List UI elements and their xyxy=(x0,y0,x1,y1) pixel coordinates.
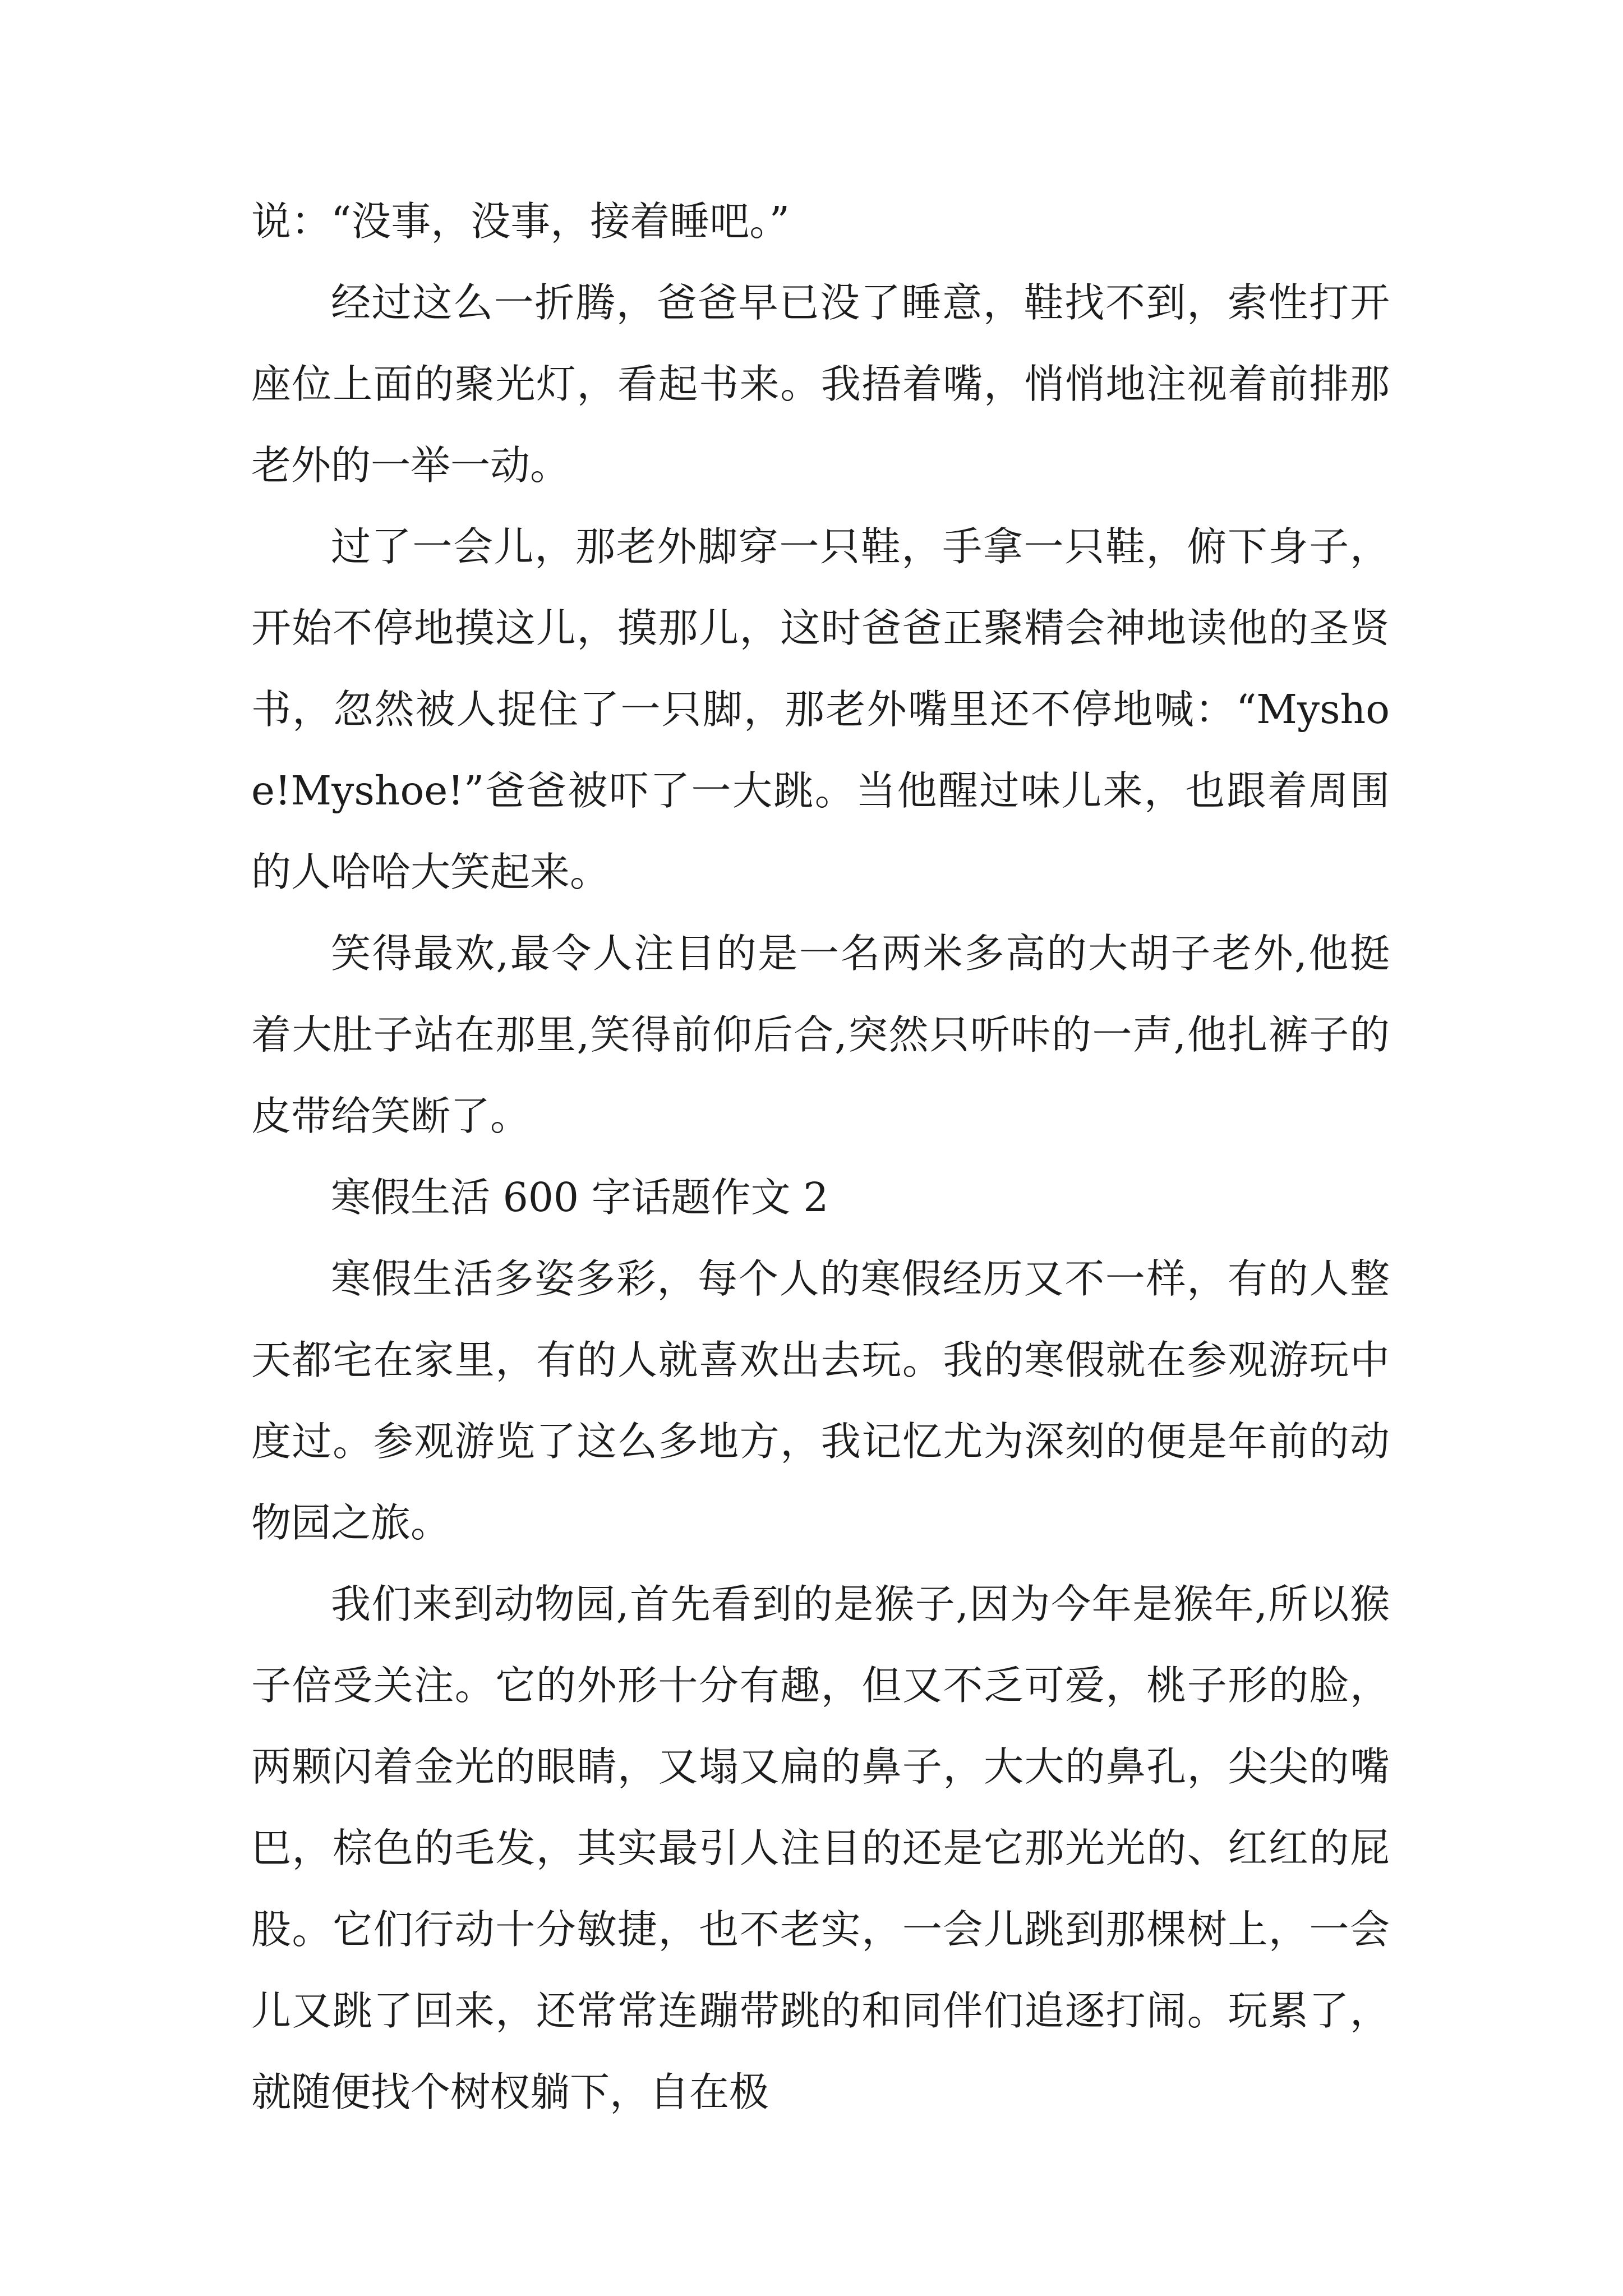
paragraph-6: 我们来到动物园,首先看到的是猴子,因为今年是猴年,所以猴子倍受关注。它的外形十分有趣，但又不乏可爱，桃子形的脸，两颗闪着金光的眼睛，又塌又扁的鼻子，大大的鼻孔，尖尖的嘴巴，棕色的毛发，其实最引人注目的还是它那光光的、红红的屁股。它们行动十分敏捷，也不老实，一会儿跳到那棵树上，一会儿又跳了回来，还常常连蹦带跳的和同伴们追逐打闹。玩累了，就随便找个树杈躺下，自在极 xyxy=(251,1581,1390,2115)
paragraph-5: 寒假生活多姿多彩，每个人的寒假经历又不一样，有的人整天都宅在家里，有的人就喜欢出去玩。我的寒假就在参观游玩中度过。参观游览了这么多地方，我记忆尤为深刻的便是年前的动物园之旅。 xyxy=(251,1255,1390,1546)
section-heading: 寒假生活 600 字话题作文 2 xyxy=(331,1174,829,1221)
paragraph-1: 说：“没事，没事，接着睡吧。” xyxy=(251,198,790,245)
paragraph-3: 过了一会儿，那老外脚穿一只鞋，手拿一只鞋，俯下身子，开始不停地摸这儿，摸那儿，这时爸爸正聚精会神地读他的圣贤书，忽然被人捉住了一只脚，那老外嘴里还不停地喊：“Myshoe!Myshoe!”爸爸被吓了一大跳。当他醒过味儿来，也跟着周围的人哈哈大笑起来。 xyxy=(251,523,1390,895)
document-body xyxy=(251,181,1390,2133)
paragraph-4: 笑得最欢,最令人注目的是一名两米多高的大胡子老外,他挺着大肚子站在那里,笑得前仰后合,突然只听咔的一声,他扎裤子的皮带给笑断了。 xyxy=(251,930,1390,1139)
paragraph-2: 经过这么一折腾，爸爸早已没了睡意，鞋找不到，索性打开座位上面的聚光灯，看起书来。我捂着嘴，悄悄地注视着前排那老外的一举一动。 xyxy=(251,279,1390,489)
